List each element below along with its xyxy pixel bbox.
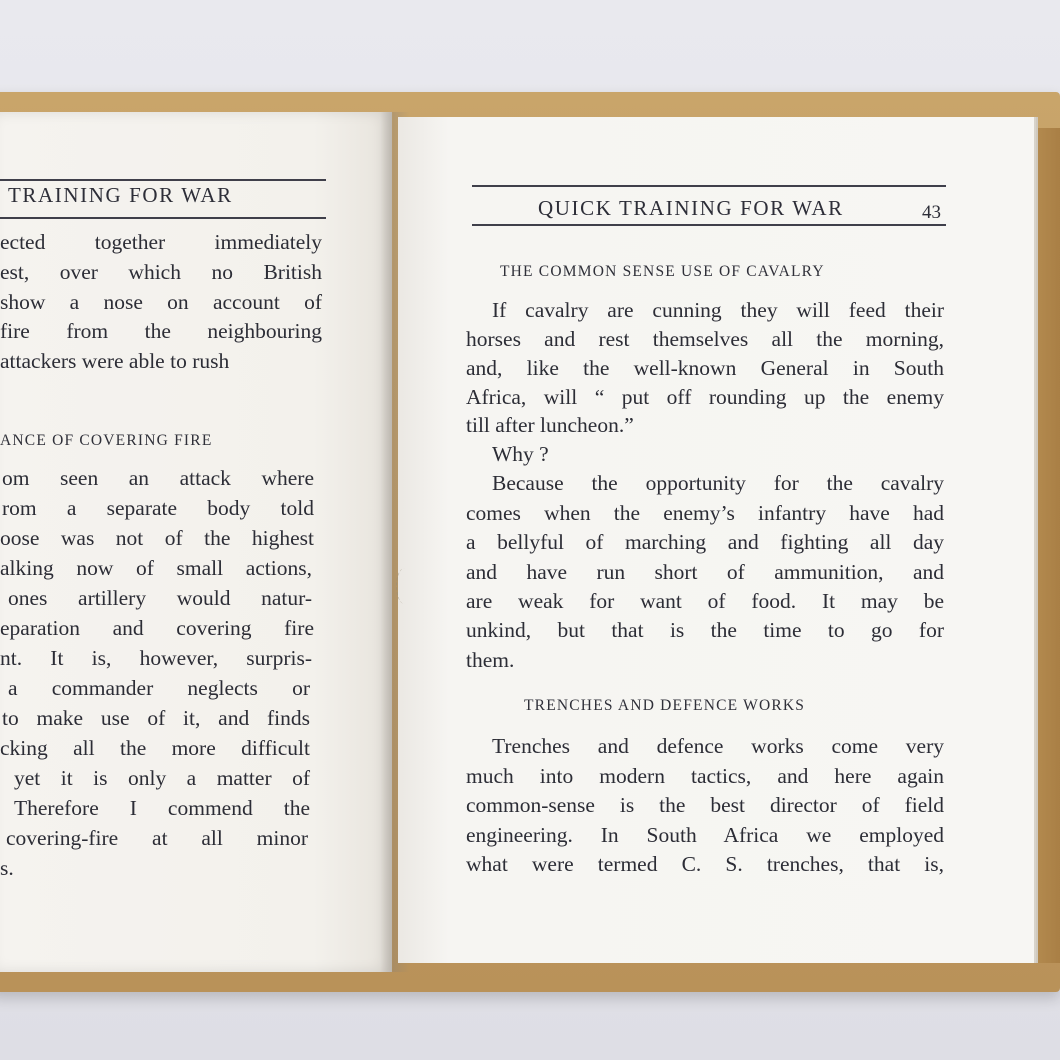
text-line: covering-fire at all minor xyxy=(6,826,308,850)
text-line: unkind, but that is the time to go for xyxy=(466,618,944,642)
text-line: engineering. In South Africa we employed xyxy=(466,823,944,847)
text-line: comes when the enemy’s infantry have had xyxy=(466,501,944,525)
text-line: yet it is only a matter of xyxy=(14,766,310,790)
text-line: common-sense is the best director of field xyxy=(466,793,944,817)
text-line: rom a separate body told xyxy=(2,496,314,520)
text-line: Africa, will “ put off rounding up the enemy xyxy=(466,385,944,409)
text-line: fire from the neighbouring xyxy=(0,319,322,343)
text-line: till after luncheon.” xyxy=(466,413,634,437)
left-running-head: TRAINING FOR WAR xyxy=(8,183,233,207)
right-section-2-heading: TRENCHES AND DEFENCE WORKS xyxy=(524,697,806,714)
text-line: them. xyxy=(466,648,515,672)
text-line: horses and rest themselves all the morning, xyxy=(466,327,944,351)
text-line: and have run short of ammunition, and xyxy=(466,560,944,584)
right-section-1-heading: THE COMMON SENSE USE OF CAVALRY xyxy=(500,263,825,280)
text-line: to make use of it, and finds xyxy=(2,706,310,730)
text-line: s. xyxy=(0,856,14,880)
text-line: cking all the more difficult xyxy=(0,736,310,760)
text-line: show a nose on account of xyxy=(0,290,322,314)
text-line: what were termed C. S. trenches, that is, xyxy=(466,852,944,876)
right-head-rule-bottom xyxy=(472,224,946,226)
book-cover-edge xyxy=(1036,128,1060,963)
text-line: Why ? xyxy=(492,442,549,466)
text-line: Therefore I commend the xyxy=(14,796,310,820)
text-line: Because the opportunity for the cavalry xyxy=(492,471,944,495)
page-crease xyxy=(396,568,413,604)
text-line: eparation and covering fire xyxy=(0,616,314,640)
text-line: om seen an attack where xyxy=(2,466,314,490)
text-line: oose was not of the highest xyxy=(0,526,314,550)
text-line: est, over which no British xyxy=(0,260,322,284)
text-line: are weak for want of food. It may be xyxy=(466,589,944,613)
text-line: ones artillery would natur- xyxy=(8,586,312,610)
text-line: alking now of small actions, xyxy=(0,556,312,580)
text-line: Trenches and defence works come very xyxy=(492,734,944,758)
text-line: nt. It is, however, surpris- xyxy=(0,646,312,670)
text-line: a commander neglects or xyxy=(8,676,310,700)
text-line: much into modern tactics, and here again xyxy=(466,764,944,788)
text-line: and, like the well-known General in South xyxy=(466,356,944,380)
left-head-rule-bottom xyxy=(0,217,326,219)
text-line: attackers were able to rush xyxy=(0,349,230,373)
left-section-heading: ANCE OF COVERING FIRE xyxy=(0,432,213,449)
text-line: ected together immediately xyxy=(0,230,322,254)
right-running-head: QUICK TRAINING FOR WAR xyxy=(538,196,844,220)
text-line: If cavalry are cunning they will feed their xyxy=(492,298,944,322)
text-line: a bellyful of marching and fighting all day xyxy=(466,530,944,554)
left-head-rule-top xyxy=(0,179,326,181)
right-head-rule-top xyxy=(472,185,946,187)
page-number: 43 xyxy=(922,202,941,223)
